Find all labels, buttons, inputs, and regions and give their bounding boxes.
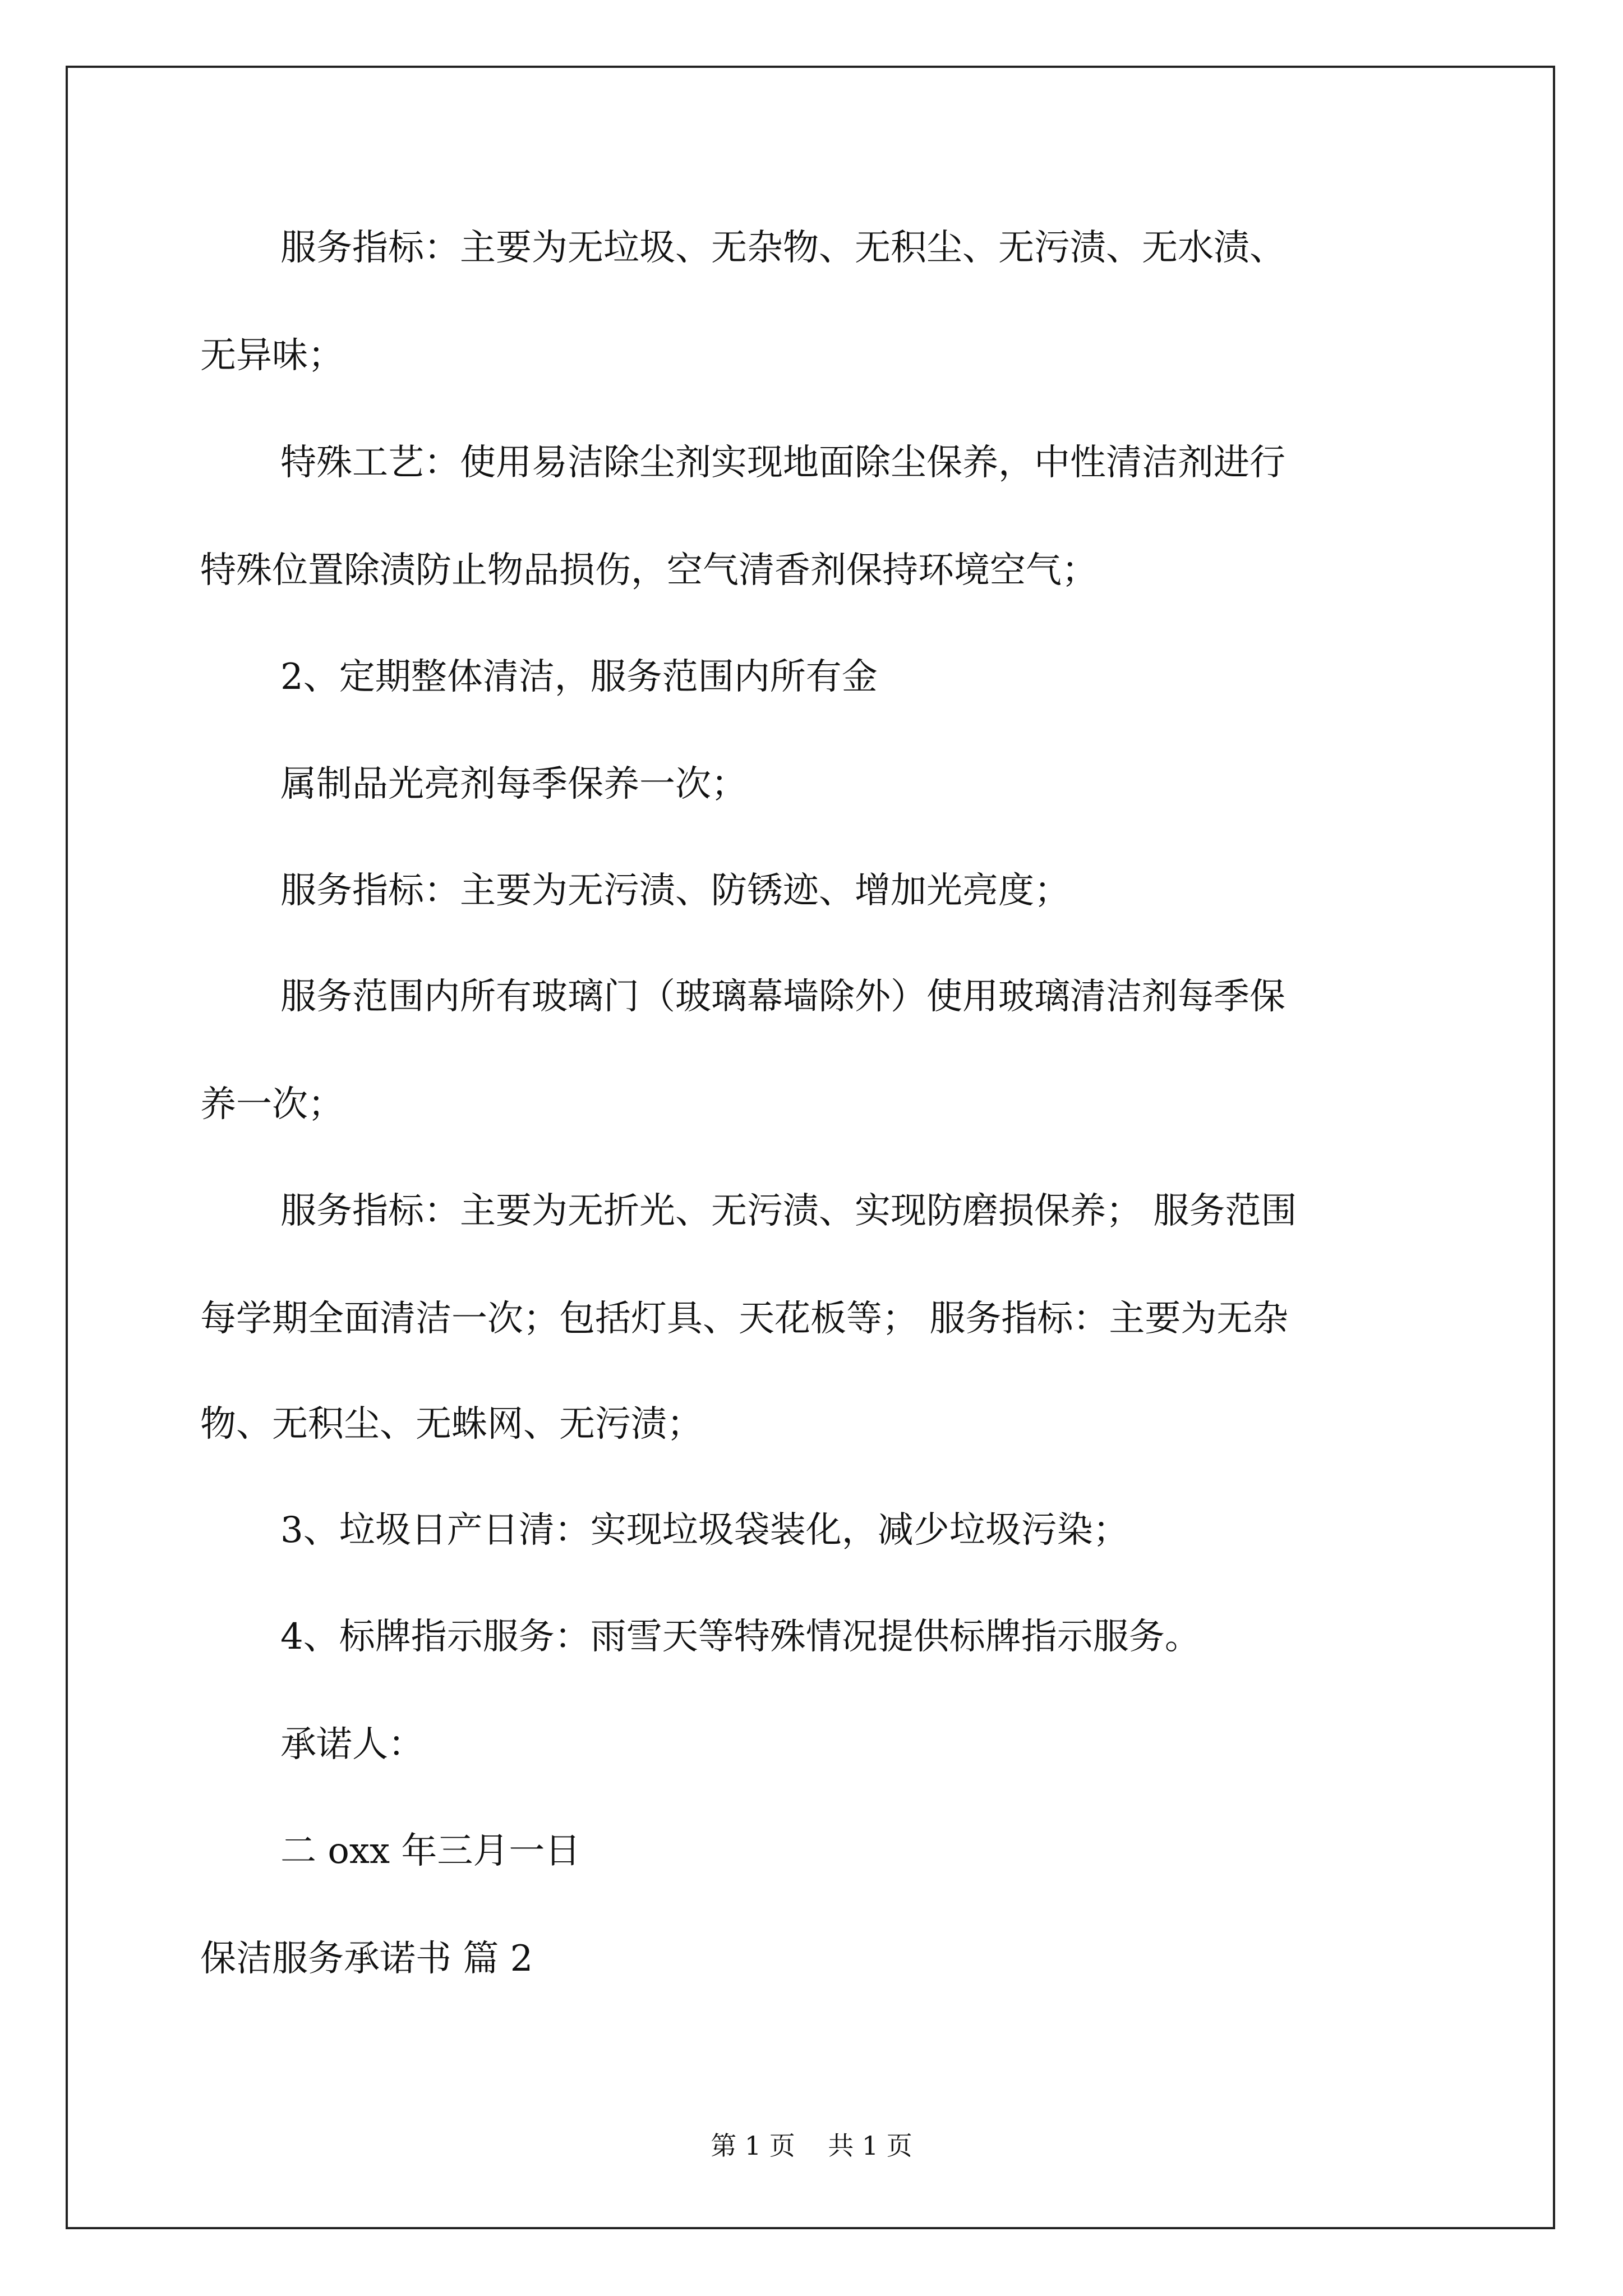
page-border [66, 66, 1555, 2229]
body-line-8: 服务范围内所有玻璃门（玻璃幕墙除外）使用玻璃清洁剂每季保 [280, 976, 1285, 1018]
body-line-6: 属制品光亮剂每季保养一次； [280, 763, 747, 805]
body-line-5: 2、定期整体清洁，服务范围内所有金 [280, 656, 878, 698]
body-line-7: 服务指标：主要为无污渍、防锈迹、增加光亮度； [280, 870, 1070, 912]
body-line-12: 物、无积尘、无蛛网、无污渍； [200, 1404, 703, 1445]
body-line-14: 4、标牌指示服务：雨雪天等特殊情况提供标牌指示服务。 [280, 1616, 1201, 1658]
body-line-1: 服务指标：主要为无垃圾、无杂物、无积尘、无污渍、无水渍、 [280, 227, 1285, 269]
body-line-2: 无异味； [200, 335, 344, 376]
body-line-10: 服务指标：主要为无折光、无污渍、实现防磨损保养； 服务范围 [280, 1190, 1297, 1232]
body-line-9: 养一次； [200, 1084, 344, 1125]
date-line: 二 oxx 年三月一日 [280, 1830, 581, 1872]
body-line-4: 特殊位置除渍防止物品损伤，空气清香剂保持环境空气； [200, 550, 1098, 591]
signatory-label: 承诺人： [280, 1724, 424, 1765]
page-number: 第 1 页 共 1 页 [711, 2131, 912, 2161]
body-line-3: 特殊工艺：使用易洁除尘剂实现地面除尘保养，中性清洁剂进行 [280, 442, 1285, 484]
body-line-13: 3、垃圾日产日清：实现垃圾袋装化，减少垃圾污染； [280, 1510, 1129, 1551]
section-heading: 保洁服务承诺书 篇 2 [200, 1938, 533, 1980]
body-line-11: 每学期全面清洁一次；包括灯具、天花板等； 服务指标：主要为无杂 [200, 1298, 1289, 1340]
